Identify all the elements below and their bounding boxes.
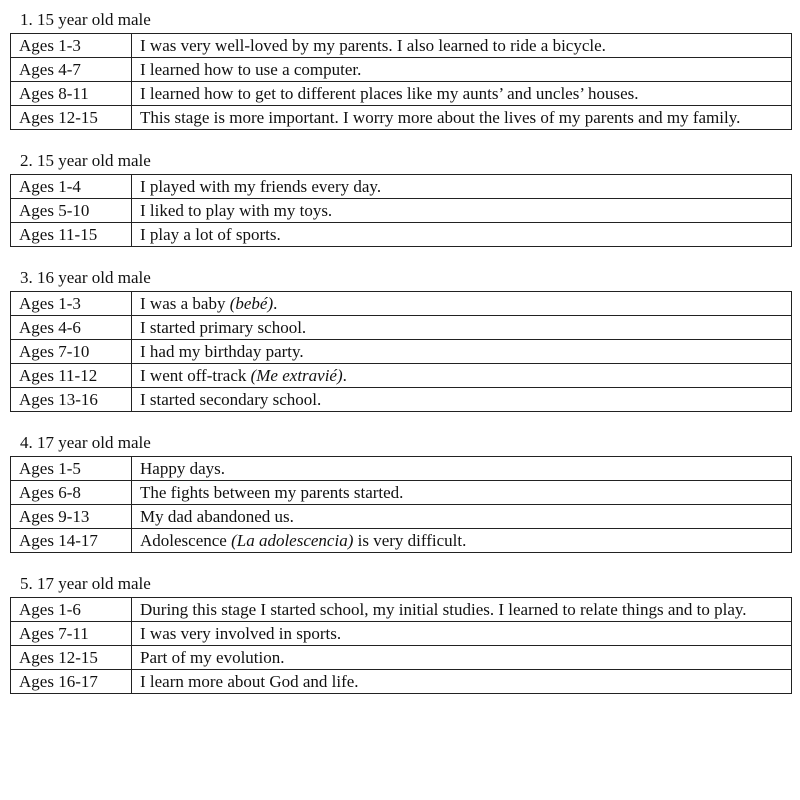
description-text: I was very involved in sports. xyxy=(140,624,342,643)
description-cell xyxy=(132,175,792,199)
age-range-cell: Ages 11-15 xyxy=(11,223,132,247)
description-cell xyxy=(132,505,792,529)
description-cell xyxy=(132,223,792,247)
table-row xyxy=(11,316,792,340)
description-cell xyxy=(132,388,792,412)
description-text: This stage is more important. I worry more about the lives of my parents and my family. xyxy=(140,108,741,127)
description-cell xyxy=(132,106,792,130)
age-range-cell: Ages 7-11 xyxy=(11,622,132,646)
age-range-cell: Ages 8-11 xyxy=(11,82,132,106)
table-row xyxy=(11,481,792,505)
section-spacer xyxy=(0,412,800,430)
description-cell xyxy=(132,670,792,694)
age-range-cell: Ages 11-12 xyxy=(11,364,132,388)
spanish-translation: (bebé) xyxy=(229,294,274,313)
age-range-cell: Ages 4-6 xyxy=(11,316,132,340)
age-range-cell: Ages 13-16 xyxy=(11,388,132,412)
life-stages-table xyxy=(10,33,792,130)
table-row xyxy=(11,388,792,412)
description-text: I was very well-loved by my parents. I also learned to ride a bicycle. xyxy=(140,36,606,55)
description-text: I played with my friends every day. xyxy=(140,177,382,196)
table-row xyxy=(11,175,792,199)
description-text: I play a lot of sports. xyxy=(140,225,281,244)
age-range-cell: Ages 12-15 xyxy=(11,106,132,130)
age-range-cell: Ages 14-17 xyxy=(11,529,132,553)
respondent-section xyxy=(0,430,800,553)
section-spacer xyxy=(0,553,800,571)
table-row xyxy=(11,223,792,247)
life-stages-table xyxy=(10,291,792,412)
description-text: I started primary school. xyxy=(140,318,307,337)
age-range-cell: Ages 6-8 xyxy=(11,481,132,505)
description-text: I liked to play with my toys. xyxy=(140,201,333,220)
section-spacer xyxy=(0,0,800,7)
age-range-cell: Ages 7-10 xyxy=(11,340,132,364)
section-title: 3. 16 year old male xyxy=(20,268,151,287)
section-title: 5. 17 year old male xyxy=(20,574,151,593)
age-range-cell: Ages 16-17 xyxy=(11,670,132,694)
section-spacer xyxy=(0,247,800,265)
respondent-section xyxy=(0,571,800,694)
description-text: I learn more about God and life. xyxy=(140,672,359,691)
description-text: Adolescence xyxy=(140,531,232,550)
description-text-end: is very difficult. xyxy=(353,531,467,550)
age-range-cell: Ages 1-3 xyxy=(11,34,132,58)
description-text: During this stage I started school, my initial studies. I learned to relate things and to play. xyxy=(140,600,747,619)
table-row xyxy=(11,457,792,481)
description-text: I learned how to use a computer. xyxy=(140,60,362,79)
description-cell xyxy=(132,316,792,340)
age-range-cell: Ages 1-6 xyxy=(11,598,132,622)
age-range-cell: Ages 5-10 xyxy=(11,199,132,223)
table-row xyxy=(11,622,792,646)
description-text: I had my birthday party. xyxy=(140,342,304,361)
section-title: 2. 15 year old male xyxy=(20,151,151,170)
description-cell xyxy=(132,457,792,481)
description-text: Happy days. xyxy=(140,459,225,478)
description-cell xyxy=(132,646,792,670)
table-row xyxy=(11,199,792,223)
description-cell xyxy=(132,529,792,553)
description-cell xyxy=(132,622,792,646)
table-row xyxy=(11,598,792,622)
table-row xyxy=(11,529,792,553)
description-cell xyxy=(132,481,792,505)
table-row xyxy=(11,505,792,529)
respondent-section xyxy=(0,148,800,247)
age-range-cell: Ages 4-7 xyxy=(11,58,132,82)
respondent-section xyxy=(0,7,800,130)
spanish-translation: (Me extravié) xyxy=(250,366,343,385)
table-row xyxy=(11,106,792,130)
description-text: My dad abandoned us. xyxy=(140,507,294,526)
life-stages-table xyxy=(10,456,792,553)
respondent-section xyxy=(0,265,800,412)
table-row xyxy=(11,340,792,364)
age-range-cell: Ages 12-15 xyxy=(11,646,132,670)
description-text: I learned how to get to different places like my aunts’ and uncles’ houses. xyxy=(140,84,639,103)
table-row xyxy=(11,292,792,316)
description-cell xyxy=(132,292,792,316)
description-text: I started secondary school. xyxy=(140,390,322,409)
description-cell xyxy=(132,340,792,364)
description-text: I was a baby xyxy=(140,294,230,313)
table-row xyxy=(11,364,792,388)
description-cell xyxy=(132,598,792,622)
table-row xyxy=(11,58,792,82)
description-text-end: . xyxy=(342,366,347,385)
section-spacer xyxy=(0,130,800,148)
age-range-cell: Ages 1-4 xyxy=(11,175,132,199)
description-cell xyxy=(132,199,792,223)
age-range-cell: Ages 1-5 xyxy=(11,457,132,481)
table-row xyxy=(11,34,792,58)
description-text: Part of my evolution. xyxy=(140,648,285,667)
description-cell xyxy=(132,82,792,106)
table-row xyxy=(11,670,792,694)
age-range-cell: Ages 9-13 xyxy=(11,505,132,529)
life-stages-table xyxy=(10,597,792,694)
table-row xyxy=(11,646,792,670)
spanish-translation: (La adolescencia) xyxy=(231,531,354,550)
section-title: 1. 15 year old male xyxy=(20,10,151,29)
description-cell xyxy=(132,58,792,82)
table-row xyxy=(11,82,792,106)
description-text-end: . xyxy=(273,294,278,313)
description-cell xyxy=(132,34,792,58)
age-range-cell: Ages 1-3 xyxy=(11,292,132,316)
section-title: 4. 17 year old male xyxy=(20,433,151,452)
description-cell xyxy=(132,364,792,388)
description-text: The fights between my parents started. xyxy=(140,483,404,502)
description-text: I went off-track xyxy=(140,366,251,385)
life-stages-table xyxy=(10,174,792,247)
